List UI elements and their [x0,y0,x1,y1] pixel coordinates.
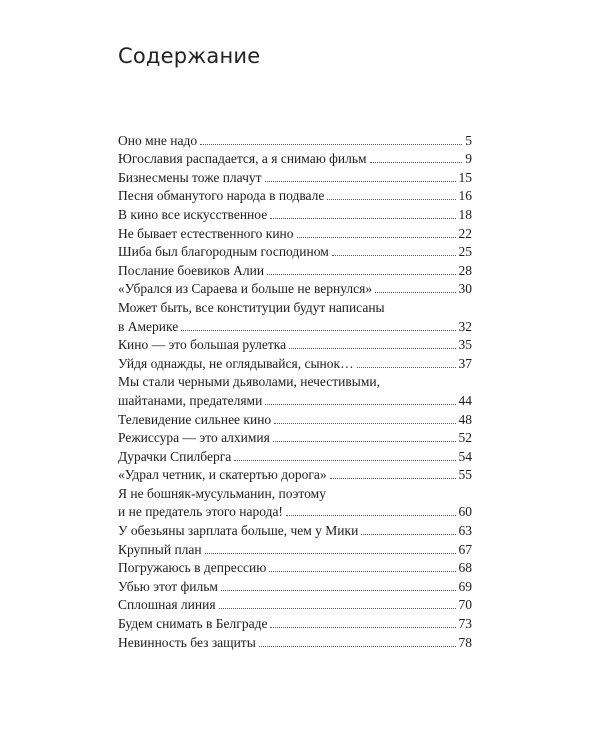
toc-entry-title-line: Мы стали черными дьяволами, нечестивыми, [118,374,380,390]
toc-entry-page: 9 [465,151,472,167]
dot-leader [286,515,456,516]
dot-leader [181,330,455,331]
toc-entry [118,446,472,465]
toc-entry-page: 69 [458,578,472,594]
dot-leader [205,553,456,554]
toc-entry-title: У обезьяны зарплата больше, чем у Мики [118,523,359,539]
toc-entry-page: 55 [458,467,472,483]
dot-leader [270,627,455,628]
toc-entry-page: 5 [465,132,472,148]
dot-leader [357,367,456,368]
toc-entry [118,372,472,409]
toc-entry-page: 67 [458,541,472,557]
table-of-contents [118,130,472,651]
toc-entry-title: Погружаюсь в депрессию [118,560,267,576]
dot-leader [270,218,455,219]
toc-entry-page: 52 [458,430,472,446]
dot-leader [361,534,455,535]
toc-entry-page: 25 [458,244,472,260]
dot-leader [289,348,455,349]
dot-leader [332,255,456,256]
toc-entry-title: Оно мне надо [118,132,198,148]
toc-entry-page: 28 [458,262,472,278]
dot-leader [297,237,456,238]
toc-entry-title: Югославия распадается, а я снимаю фильм [118,151,367,167]
toc-entry-page: 73 [458,616,472,632]
toc-entry [118,297,472,334]
toc-entry-title: Бизнесмены тоже плачут [118,169,262,185]
toc-entry [118,558,472,577]
toc-entry [118,223,472,242]
toc-entry [118,483,472,520]
toc-entry [118,520,472,539]
dot-leader [267,274,455,275]
toc-entry-title: Сплошная линия [118,597,216,613]
toc-entry-title: Невинность без защиты [118,634,256,650]
dot-leader [274,423,455,424]
dot-leader [370,162,463,163]
page-title: Содержание [118,44,261,68]
toc-entry [118,279,472,298]
toc-entry-page: 15 [458,169,472,185]
toc-entry [118,242,472,261]
dot-leader [375,292,455,293]
toc-entry-title: Кино — это большая рулетка [118,337,287,353]
dot-leader [265,404,455,405]
dot-leader [265,181,456,182]
toc-entry-title: Послание боевиков Алии [118,262,265,278]
toc-entry [118,613,472,632]
toc-entry [118,576,472,595]
dot-leader [273,441,456,442]
toc-entry-page: 32 [458,318,472,334]
toc-entry-page: 48 [458,411,472,427]
toc-entry-page: 35 [458,337,472,353]
dot-leader [327,199,455,200]
toc-entry-page: 63 [458,523,472,539]
toc-entry-title: Убью этот фильм [118,578,218,594]
toc-entry-page: 68 [458,560,472,576]
toc-entry-title: «Убрался из Сараева и больше не вернулся» [118,281,373,297]
toc-entry-title: Будем снимать в Белграде [118,616,268,632]
toc-entry-page: 37 [458,355,472,371]
dot-leader [221,590,456,591]
toc-entry-title: Дурачки Спилберга [118,448,232,464]
dot-leader [259,646,456,647]
toc-entry-title-line: шайтанами, предателями [118,392,263,408]
toc-entry-title: Режиссура — это алхимия [118,430,270,446]
toc-entry-page: 18 [458,206,472,222]
toc-entry [118,260,472,279]
toc-entry [118,130,472,149]
toc-entry-title: Уйдя однажды, не оглядывайся, сынок… [118,355,354,371]
toc-entry-title: Не бывает естественного кино [118,225,294,241]
toc-entry [118,204,472,223]
dot-leader [330,478,456,479]
toc-entry-page: 70 [458,597,472,613]
toc-entry-page: 60 [458,504,472,520]
toc-entry-title-line: Может быть, все конституции будут написаны [118,299,385,315]
toc-entry-title-line: и не предатель этого народа! [118,504,283,520]
dot-leader [234,460,455,461]
toc-entry [118,149,472,168]
toc-entry-title: «Удрал четник, и скатертью дорога» [118,467,327,483]
toc-entry [118,428,472,447]
dot-leader [269,571,455,572]
toc-entry-title: Песня обманутого народа в подвале [118,188,325,204]
toc-entry [118,632,472,651]
toc-entry-page: 54 [458,448,472,464]
toc-entry-page: 22 [458,225,472,241]
toc-entry [118,409,472,428]
toc-entry-page: 78 [458,634,472,650]
toc-entry-title-line: в Америке [118,318,179,334]
dot-leader [200,144,462,145]
toc-entry-title: Телевидение сильнее кино [118,411,272,427]
dot-leader [219,608,456,609]
toc-entry [118,335,472,354]
toc-entry-title-line: Я не бошняк-мусульманин, поэтому [118,485,326,501]
toc-entry [118,465,472,484]
toc-entry-title: Крупный план [118,541,202,557]
toc-entry-page: 16 [458,188,472,204]
toc-entry-page: 44 [458,392,472,408]
toc-entry [118,595,472,614]
toc-entry-page: 30 [458,281,472,297]
toc-entry [118,167,472,186]
toc-entry-title: Шиба был благородным господином [118,244,329,260]
toc-entry [118,353,472,372]
toc-entry [118,539,472,558]
toc-entry-title: В кино все искусственное [118,206,268,222]
toc-entry [118,186,472,205]
